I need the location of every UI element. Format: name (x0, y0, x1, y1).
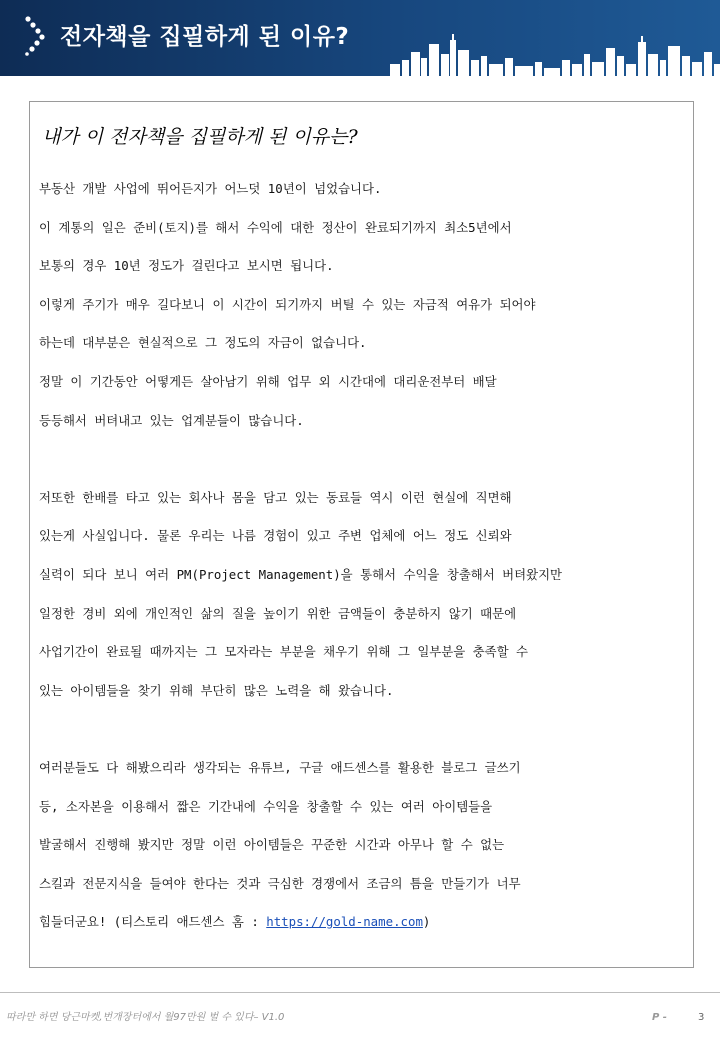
blank-line (39, 440, 689, 479)
text-line: 부동산 개발 사업에 뛰어든지가 어느덧 10년이 넘었습니다. (39, 181, 382, 196)
footer-divider (0, 992, 720, 993)
text-line: 사업기간이 완료될 때까지는 그 모자라는 부분을 채우기 위해 그 일부분을 충족할 수 (39, 644, 529, 660)
text-line: 실력이 되다 보니 여러 PM(Project Management)을 통해서 수익을 창출해서 버텨왔지만 (39, 566, 563, 582)
text-line: 이렇게 주기가 매우 길다보니 이 시간이 되기까지 버틸 수 있는 자금적 여유가 되어야 (39, 296, 536, 312)
city-skyline-icon (390, 34, 720, 76)
text-line: 여러분들도 다 해봤으리라 생각되는 유튜브, 구글 애드센스를 활용한 블로그 글쓰기 (39, 759, 521, 775)
text-line: 있는게 사실입니다. 물론 우리는 나름 경험이 있고 주변 업체에 어느 정도 신뢰와 (39, 528, 512, 544)
text-line: 발굴해서 진행해 봤지만 정말 이런 아이템들은 꾸준한 시간과 아무나 할 수 없는 (39, 837, 505, 853)
text-line: 있는 아이템들을 찾기 위해 부단히 많은 노력을 해 왔습니다. (39, 682, 394, 698)
text-line: 하는데 대부분은 현실적으로 그 정도의 자금이 없습니다. (39, 335, 367, 351)
text-line: 스킬과 전문지식을 들여야 한다는 것과 극심한 경쟁에서 조금의 틈을 만들기가 너무 (39, 875, 521, 891)
text-line: 등, 소자본을 이용해서 짧은 기간내에 수익을 창출할 수 있는 여러 아이템들을 (39, 798, 493, 814)
header-banner (0, 0, 720, 76)
footer-book-title: 따라만 하면 당근마켓,번개장터에서 월97만원 벌 수 있다– V1.0 (6, 1012, 285, 1023)
text-line: 보통의 경우 10년 정도가 걸린다고 보시면 됩니다. (39, 258, 334, 274)
text-line: 이 계통의 일은 준비(토지)를 해서 수익에 대한 정산이 완료되기까지 최소5년에서 (39, 219, 512, 235)
last-line-suffix: ) (422, 914, 431, 930)
body-text (39, 170, 689, 942)
chevron-icon (22, 14, 48, 56)
page-title: 전자책을 집필하게 된 이유? (60, 24, 350, 50)
blank-line (39, 710, 689, 749)
footer-page-number: 3 (698, 1012, 705, 1023)
text-line: 일정한 경비 외에 개인적인 삶의 질을 높이기 위한 금액들이 충분하지 않기 때문에 (39, 605, 517, 621)
last-text-line (39, 903, 689, 942)
text-line: 정말 이 기간동안 어떻게든 살아남기 위해 업무 외 시간대에 대리운전부터 배달 (39, 373, 497, 389)
last-line-text: 힘들더군요! (티스토리 애드센스 홈 : (39, 914, 267, 930)
content-box (29, 101, 694, 968)
text-line: 등등해서 버텨내고 있는 업계분들이 많습니다. (39, 412, 304, 428)
text-line: 저또한 한배를 타고 있는 회사나 몸을 담고 있는 동료들 역시 이런 현실에 직면해 (39, 489, 512, 505)
footer-page-label: P - (652, 1012, 667, 1023)
tistory-link[interactable]: https://gold-name.com (266, 914, 423, 930)
content-heading: 내가 이 전자책을 집필하게 된 이유는? (42, 126, 358, 148)
